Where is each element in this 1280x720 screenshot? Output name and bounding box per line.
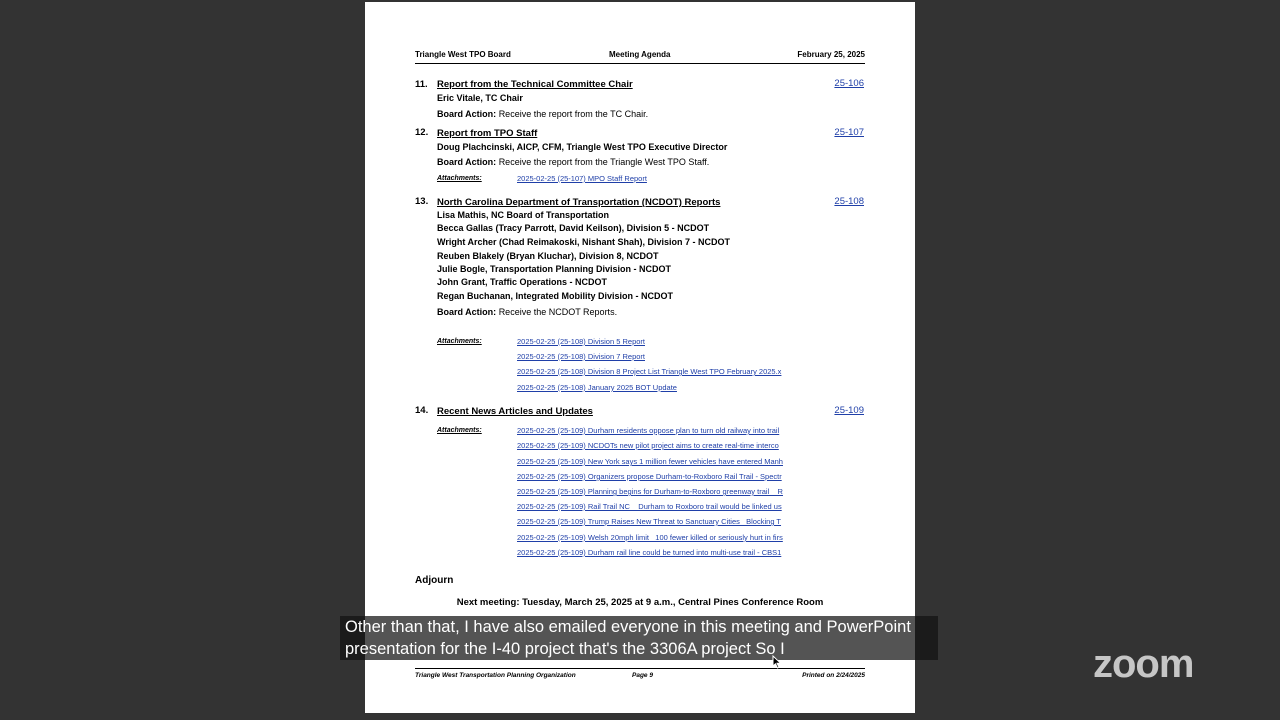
board-action-text: Receive the report from the Triangle West TPO Staff. (498, 157, 710, 167)
item-ref-link[interactable]: 25-109 (834, 405, 864, 416)
next-meeting: Next meeting: Tuesday, March 25, 2025 at 9 a.m., Central Pines Conference Room (456, 597, 824, 608)
presenter: Reuben Blakely (Bryan Kluchar), Division 8, NCDOT (437, 251, 659, 261)
attachment-link[interactable]: 2025-02-25 (25-108) Division 5 Report (517, 337, 645, 346)
caption-line: presentation for the I-40 project that's the 3306A project So I (345, 640, 785, 658)
presenter: John Grant, Traffic Operations - NCDOT (437, 277, 608, 287)
item-title: Report from TPO Staff (437, 128, 538, 139)
board-action (437, 307, 617, 317)
item-title: Recent News Articles and Updates (437, 406, 593, 417)
presenter: Wright Archer (Chad Reimakoski, Nishant Shah), Division 7 - NCDOT (437, 237, 731, 247)
attachment-link[interactable]: 2025-02-25 (25-108) Division 7 Report (517, 352, 645, 361)
attachment-link[interactable]: 2025-02-25 (25-109) Organizers propose Durham-to-Roxboro Rail Trail - Spectr (517, 472, 782, 481)
attachments-label: Attachments: (437, 427, 482, 434)
header-title: Meeting Agenda (609, 50, 671, 59)
item-number: 14. (415, 405, 429, 416)
footer-page: Page 9 (632, 672, 653, 679)
adjourn-heading: Adjourn (415, 575, 454, 586)
footer-org: Triangle West Transportation Planning Organization (415, 672, 576, 679)
item-number: 12. (415, 127, 429, 138)
board-action (437, 157, 709, 167)
footer-printed: Printed on 2/24/2025 (802, 672, 865, 679)
item-ref-link[interactable]: 25-107 (834, 127, 864, 138)
presenter: Julie Bogle, Transportation Planning Division - NCDOT (437, 264, 672, 274)
caption-line: Other than that, I have also emailed everyone in this meeting and PowerPoint (345, 618, 911, 636)
item-number: 11. (415, 79, 428, 90)
attachment-link[interactable]: 2025-02-25 (25-109) Planning begins for Durham-to-Roxboro greenway trail _ R (517, 487, 783, 496)
attachment-link[interactable]: 2025-02-25 (25-109) Welsh 20mph limit_ 100 fewer killed or seriously hurt in firs (517, 533, 783, 542)
attachment-link[interactable]: 2025-02-25 (25-109) New York says 1 million fewer vehicles have entered Manh (517, 457, 783, 466)
item-number: 13. (415, 196, 429, 207)
live-caption (340, 616, 938, 660)
header-date: February 25, 2025 (797, 50, 865, 59)
page-footer (415, 668, 865, 681)
attachment-link[interactable]: 2025-02-25 (25-109) NCDOTs new pilot project aims to create real-time interco (517, 441, 779, 450)
board-action-text: Receive the report from the TC Chair. (498, 109, 649, 119)
attachment-link[interactable]: 2025-02-25 (25-108) January 2025 BOT Update (517, 383, 677, 392)
item-ref-link[interactable]: 25-108 (834, 196, 864, 207)
agenda-document-page (365, 2, 915, 713)
board-action (437, 109, 648, 119)
presenter: Eric Vitale, TC Chair (437, 93, 523, 103)
attachment-link[interactable]: 2025-02-25 (25-108) Division 8 Project List Triangle West TPO February 2025.x (517, 367, 782, 376)
zoom-logo: zoom (1093, 642, 1194, 686)
attachment-link[interactable]: 2025-02-25 (25-109) Trump Raises New Threat to Sanctuary Cities_ Blocking T (517, 517, 782, 526)
presenter: Regan Buchanan, Integrated Mobility Division - NCDOT (437, 291, 674, 301)
item-title: Report from the Technical Committee Chair (437, 79, 633, 90)
attachments-label: Attachments: (437, 338, 482, 345)
presenter: Doug Plachcinski, AICP, CFM, Triangle West TPO Executive Director (437, 142, 728, 152)
item-title: North Carolina Department of Transportation (NCDOT) Reports (437, 197, 721, 208)
board-action-label: Board Action: (437, 157, 497, 167)
board-action-label: Board Action: (437, 307, 497, 317)
page-header (415, 50, 865, 64)
item-ref-link[interactable]: 25-106 (834, 78, 864, 89)
attachment-link[interactable]: 2025-02-25 (25-109) Durham rail line could be turned into multi-use trail - CBS1 (517, 548, 782, 557)
header-org: Triangle West TPO Board (415, 50, 511, 59)
attachment-link[interactable]: 2025-02-25 (25-109) Durham residents oppose plan to turn old railway into trail (517, 426, 780, 435)
presenter: Lisa Mathis, NC Board of Transportation (437, 210, 610, 220)
mouse-cursor-icon (772, 655, 782, 669)
board-action-text: Receive the NCDOT Reports. (498, 307, 618, 317)
attachment-link[interactable]: 2025-02-25 (25-107) MPO Staff Report (517, 174, 647, 183)
attachments-label: Attachments: (437, 175, 482, 182)
attachment-link[interactable]: 2025-02-25 (25-109) Rail Trail NC _ Durham to Roxboro trail would be linked us (517, 502, 782, 511)
board-action-label: Board Action: (437, 109, 497, 119)
presenter: Becca Gallas (Tracy Parrott, David Keilson), Division 5 - NCDOT (437, 223, 710, 233)
